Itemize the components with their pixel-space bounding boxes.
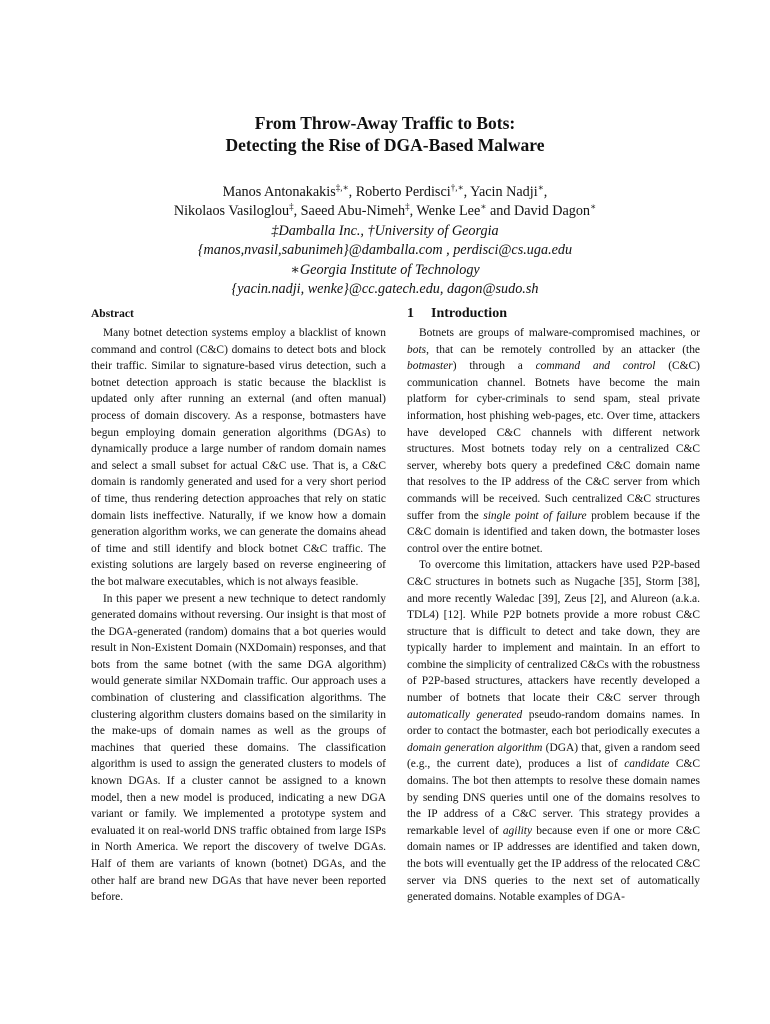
title-line-1: From Throw-Away Traffic to Bots: <box>254 113 516 133</box>
text-run: (DGA) that, given a random seed (e.g., the current date), produces a list of <box>407 741 700 771</box>
author-mark: ∗ <box>590 201 597 212</box>
author-mark: ‡ <box>289 201 294 212</box>
emphasis: botmaster <box>407 360 453 373</box>
author-mark: ‡ <box>405 201 410 212</box>
emphasis: candidate <box>624 758 670 771</box>
text-run: Botnets are groups of malware-compromised machines, or <box>419 327 700 339</box>
intro-paragraph-2 <box>407 557 700 905</box>
emphasis: agility <box>502 824 533 837</box>
author-mark: †,∗ <box>450 182 464 193</box>
affiliation-2: ∗Georgia Institute of Technology <box>290 261 480 278</box>
section-title: Introduction <box>431 306 507 321</box>
introduction-heading <box>407 305 700 323</box>
abstract-paragraph-2: In this paper we present a new technique to detect randomly generated domains without reversing. Our insight is that most of the DGA-generated (random) domains that a bot queries would result in Non-Existent Domain (NXDomain) responses, and that bots from the same botnet (with the same DGA algorithm) would generate similar NXDomain traffic. Our approach uses a combination of clustering and classification algorithms. The clustering algorithm clusters domains based on the similarity in the make-ups of domain names as well as the groups of machines that queried these domains. The classification algorithm is used to assign the generated clusters to models of known DGAs. If a cluster cannot be assigned to a known model, then a new model is produced, indicating a new DGA variant or family. We implemented a prototype system and evaluated it on real-world DNS traffic obtained from large ISPs in North America. We report the discovery of twelve DGAs. Half of them are variants of known (botnet) DGAs, and the other half are brand new DGAs that have never been reported before. <box>91 592 386 904</box>
author-mark: ∗ <box>537 182 544 193</box>
author-name: Nikolaos Vasiloglou <box>173 203 290 220</box>
text-run: C&C domains. The bot then attempts to resolve these domain names by sending DNS queries until one of the domains resolves to the IP address of a C&C server. This strategy provides a remarkable level of <box>407 758 700 837</box>
author-sep: , <box>409 203 417 220</box>
author-mark: ∗ <box>480 201 487 212</box>
author-name: Wenke Lee <box>416 203 481 220</box>
text-run: pseudo-random domains names. In order to contact the botmaster, each bot periodically executes a <box>407 708 700 738</box>
author-line-1 <box>0 183 770 202</box>
emphasis: automatically generated <box>407 708 523 721</box>
author-sep: , <box>463 184 471 200</box>
intro-paragraph-1 <box>407 325 700 557</box>
author-name: Yacin Nadji <box>470 184 538 200</box>
emails-2: {yacin.nadji, wenke}@cc.gatech.edu, dagon@sudo.sh <box>231 281 539 298</box>
abstract-heading: Abstract <box>91 308 134 320</box>
author-sep: and <box>486 203 514 220</box>
text-run: , that can be remotely controlled by an attacker (the <box>426 343 700 356</box>
text-run: ) through a <box>452 360 536 373</box>
emphasis: single point of failure <box>483 509 587 522</box>
left-column <box>91 305 386 906</box>
emphasis: command and control <box>535 360 656 373</box>
affiliation-1: ‡Damballa Inc., †University of Georgia <box>271 222 499 239</box>
title-line-2: Detecting the Rise of DGA-Based Malware <box>225 135 545 155</box>
emphasis: bots <box>407 343 427 356</box>
section-number: 1 <box>407 306 414 321</box>
author-name: Manos Antonakakis <box>222 184 336 200</box>
right-column <box>407 305 700 906</box>
emails-1: {manos,nvasil,sabunimeh}@damballa.com , perdisci@cs.uga.edu <box>197 242 573 259</box>
author-name: Saeed Abu-Nimeh <box>300 203 406 220</box>
abstract-paragraph-1: Many botnet detection systems employ a blacklist of known command and control (C&C) domains to detect bots and block their traffic. Similar to signature-based virus detection, such a botnet detection approach is static because the blacklist is updated only after running an external (and often manual) process of domain discovery. As a response, botmasters have begun employing domain generation algorithms (DGAs) to dynamically produce a large number of random domain names and select a small subset for actual C&C use. That is, a C&C domain is randomly generated and used for a very short period of time, thus rendering detection approaches that rely on static domain lists ineffective. Naturally, if we know how a domain generation algorithm works, we can generate the domains ahead of time and still identify and block botnet C&C traffic. The existing solutions are largely based on reverse engineering of the bot malware executables, which is not always feasible. <box>91 327 386 588</box>
author-name: Roberto Perdisci <box>355 184 451 200</box>
text-run: problem because if the C&C domain is identified and taken down, the botmaster loses control over the entire botnet. <box>407 509 700 555</box>
author-sep: , <box>543 184 548 200</box>
author-block <box>0 183 770 299</box>
author-mark: ‡,∗ <box>335 182 349 193</box>
author-line-2 <box>0 202 770 221</box>
paper-title <box>0 112 770 156</box>
text-run: because even if one or more C&C domain names or IP addresses are identified and taken down, the bots will eventually get the IP address of the relocated C&C server via DNS queries to the next set of automatically generated domains. Notable examples of DGA- <box>407 824 700 904</box>
emphasis: domain generation algorithm <box>407 741 543 754</box>
author-sep: , <box>348 184 356 200</box>
author-name: David Dagon <box>513 203 591 220</box>
text-run: To overcome this limitation, attackers have used P2P-based C&C structures in botnets such as Nugache [35], Storm [38], and more recently Waledac [39], Zeus [2], and Alureon (a.k.a. TDL4) [12]. While P2P botnets provide a more robust C&C structure that is difficult to detect and take down, they are typically harder to implement and maintain. In an effort to combine the simplicity of centralized C&Cs with the robustness of P2P-based structures, attackers have recently developed a number of botnets that locate their C&C server through <box>407 559 700 705</box>
author-sep: , <box>293 203 301 220</box>
text-run: (C&C) communication channel. Botnets have become the main platform for cyber-criminals to send spam, steal private information, host phishing web-pages, etc. Over time, attackers have developed C&C channels with different network structures. Most botnets today rely on a centralized C&C server, whereby bots query a predefined C&C domain name that resolves to the IP address of the C&C server from which commands will be received. Such centralized C&C structures suffer from the <box>407 360 700 522</box>
